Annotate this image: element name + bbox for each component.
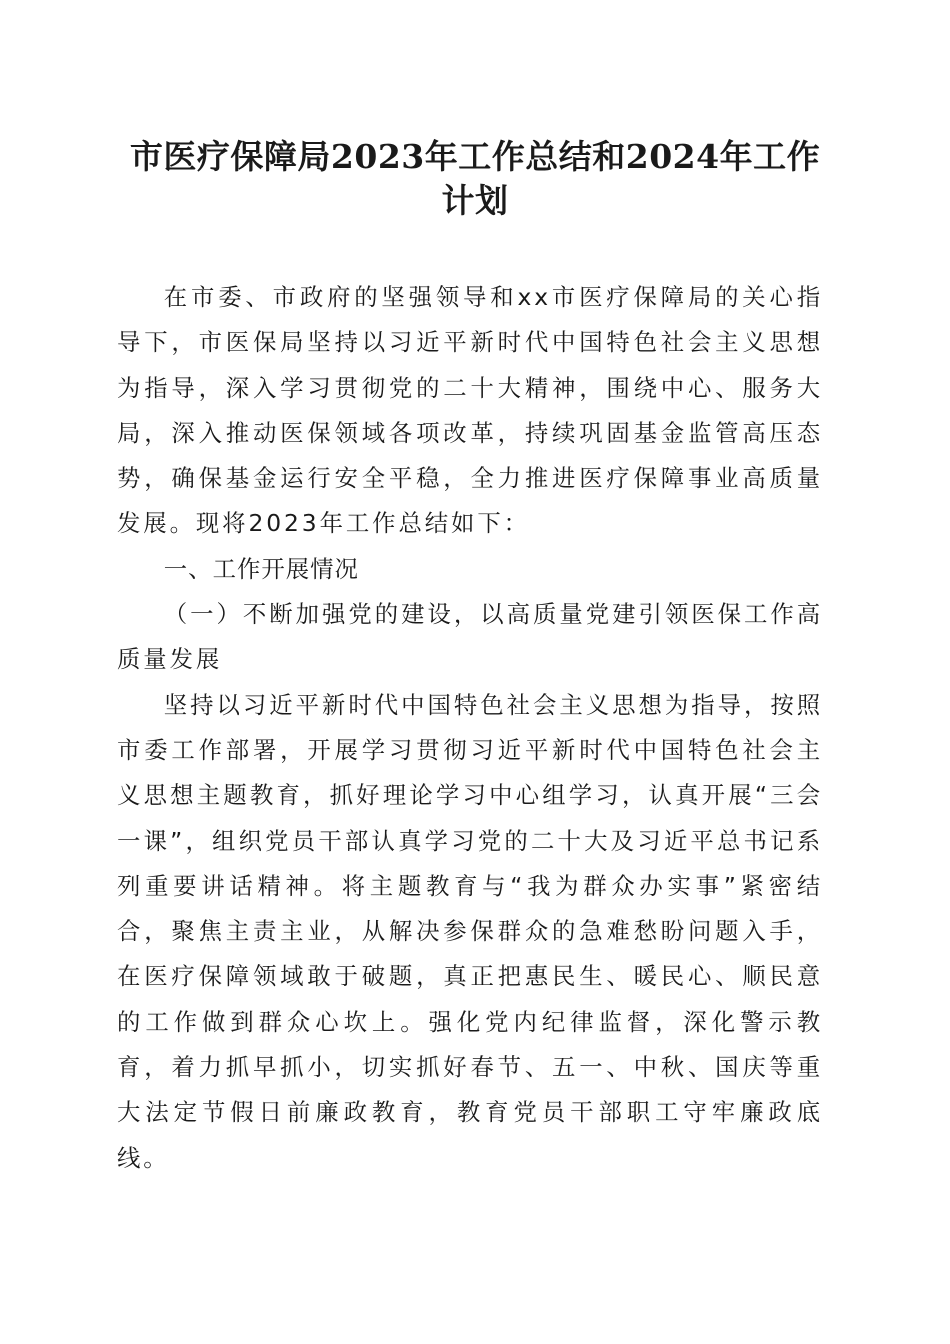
- subsection-heading-1: （一）不断加强党的建设，以高质量党建引领医保工作高质量发展: [117, 600, 823, 674]
- section-heading-1: 一、工作开展情况: [163, 554, 359, 583]
- subsection-1-paragraph: 坚持以习近平新时代中国特色社会主义思想为指导，按照市委工作部署，开展学习贯彻习近平新时代中国特色社会主义思想主题教育，抓好理论学习中心组学习，认真开展“三会一课”，组织党员干部认真学习党的二十大及习近平总书记系列重要讲话精神。将主题教育与“我为群众办实事”紧密结合，聚焦主责主业，从解决参保群众的急难愁盼问题入手，在医疗保障领域敢于破题，真正把惠民生、暖民心、顺民意的工作做到群众心坎上。强化党内纪律监督，深化警示教育，着力抓早抓小，切实抓好春节、五一、中秋、国庆等重大法定节假日前廉政教育，教育党员干部职工守牢廉政底线。: [117, 690, 823, 1172]
- title-line-2: 计划: [441, 181, 509, 220]
- document-title: [110, 135, 840, 223]
- intro-paragraph: 在市委、市政府的坚强领导和xx市医疗保障局的关心指导下，市医保局坚持以习近平新时代中国特色社会主义思想为指导，深入学习贯彻党的二十大精神，围绕中心、服务大局，深入推动医保领域各项改革，持续巩固基金监管高压态势，确保基金运行安全平稳，全力推进医疗保障事业高质量发展。现将2023年工作总结如下：: [117, 283, 823, 538]
- title-line-1: 市医疗保障局2023年工作总结和2024年工作: [129, 137, 821, 176]
- document-body: [117, 275, 823, 1181]
